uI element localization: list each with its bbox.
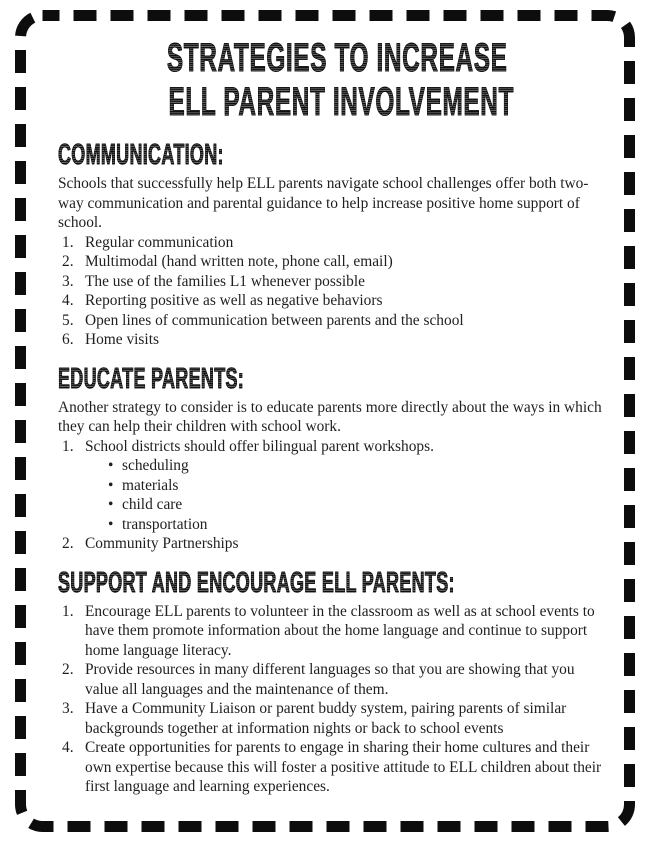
list-item [58, 291, 606, 311]
section-heading: SUPPORT AND ENCOURAGE ELL PARENTS: [58, 566, 455, 599]
item-text: School districts should offer bilingual parent workshops. [85, 437, 434, 455]
list-item [58, 311, 606, 331]
numbered-list [58, 233, 606, 350]
numbered-list [58, 602, 606, 797]
bullet-item [58, 476, 606, 496]
bullet-dot-icon: • [108, 515, 114, 533]
item-number: 2. [62, 661, 74, 678]
bullet-dot-icon: • [108, 476, 114, 494]
section-heading-row [58, 139, 606, 171]
item-number: 4. [62, 292, 74, 309]
item-number: 5. [62, 311, 74, 329]
list-item [58, 602, 606, 661]
item-text: Reporting positive as well as negative behaviors [85, 292, 383, 309]
item-number: 2. [62, 253, 74, 270]
section-heading: EDUCATE PARENTS: [58, 362, 245, 395]
section-heading-row [58, 566, 606, 599]
item-text: Create opportunities for parents to engage in sharing their home cultures and their own expertise because this will foster a positive attitude to ELL children about their first language and learning experiences. [85, 739, 602, 795]
item-text: Provide resources in many different languages so that you are showing that you value all languages and the maintenance of them. [85, 661, 575, 698]
intro-paragraph: Another strategy to consider is to educate parents more directly about the ways in which they can help their children with school work. [58, 398, 602, 435]
title-line-1-row [58, 36, 606, 80]
bullet-text: child care [122, 496, 183, 513]
list-item [58, 330, 606, 350]
item-text: Community Partnerships [85, 535, 239, 552]
list-item [58, 699, 606, 738]
section-support-encourage [58, 566, 606, 797]
document-content [58, 36, 606, 813]
bullet-item [58, 495, 606, 515]
bullet-text: scheduling [122, 457, 189, 474]
list-item [58, 233, 606, 253]
item-number: 4. [62, 739, 74, 756]
page-title [58, 36, 606, 124]
item-text: Encourage ELL parents to volunteer in the classroom as well as at school events to have them promote information about the home language and continue to support home language literacy. [85, 602, 595, 659]
list-item [58, 738, 606, 797]
item-text: Multimodal (hand written note, phone call, email) [85, 253, 393, 270]
numbered-list [58, 437, 606, 554]
bullet-dot-icon: • [108, 496, 114, 513]
item-number: 1. [62, 602, 74, 620]
item-text: The use of the families L1 whenever possible [85, 272, 365, 290]
section-heading: COMMUNICATION: [58, 139, 224, 171]
section-educate-parents [58, 362, 606, 554]
list-item [58, 534, 606, 554]
item-number: 3. [62, 272, 74, 290]
intro-paragraph: Schools that successfully help ELL parents navigate school challenges offer both two-way communication and parental guidance to help increase positive home support of school. [58, 175, 589, 231]
section-heading-row [58, 362, 606, 395]
item-number: 6. [62, 331, 74, 348]
list-item [58, 252, 606, 272]
title-line-2-row [58, 80, 606, 124]
list-item [58, 272, 606, 292]
bullet-item [58, 515, 606, 535]
bullet-dot-icon: • [108, 457, 114, 474]
item-number: 1. [62, 233, 74, 251]
title-line-2: ELL PARENT INVOLVEMENT [168, 80, 515, 124]
item-text: Have a Community Liaison or parent buddy system, pairing parents of similar backgrounds together at information nights or back to school events [85, 700, 567, 737]
item-number: 2. [62, 535, 74, 552]
bullet-text: transportation [122, 515, 208, 533]
bullet-text: materials [122, 476, 179, 494]
list-item [58, 437, 606, 457]
item-number: 3. [62, 700, 74, 717]
list-item [58, 660, 606, 699]
item-text: Open lines of communication between parents and the school [85, 311, 464, 329]
item-text: Regular communication [85, 233, 234, 251]
bullet-item [58, 456, 606, 476]
item-text: Home visits [85, 331, 159, 348]
title-line-1: STRATEGIES TO INCREASE [166, 36, 508, 80]
section-communication [58, 139, 606, 350]
item-number: 1. [62, 437, 74, 455]
